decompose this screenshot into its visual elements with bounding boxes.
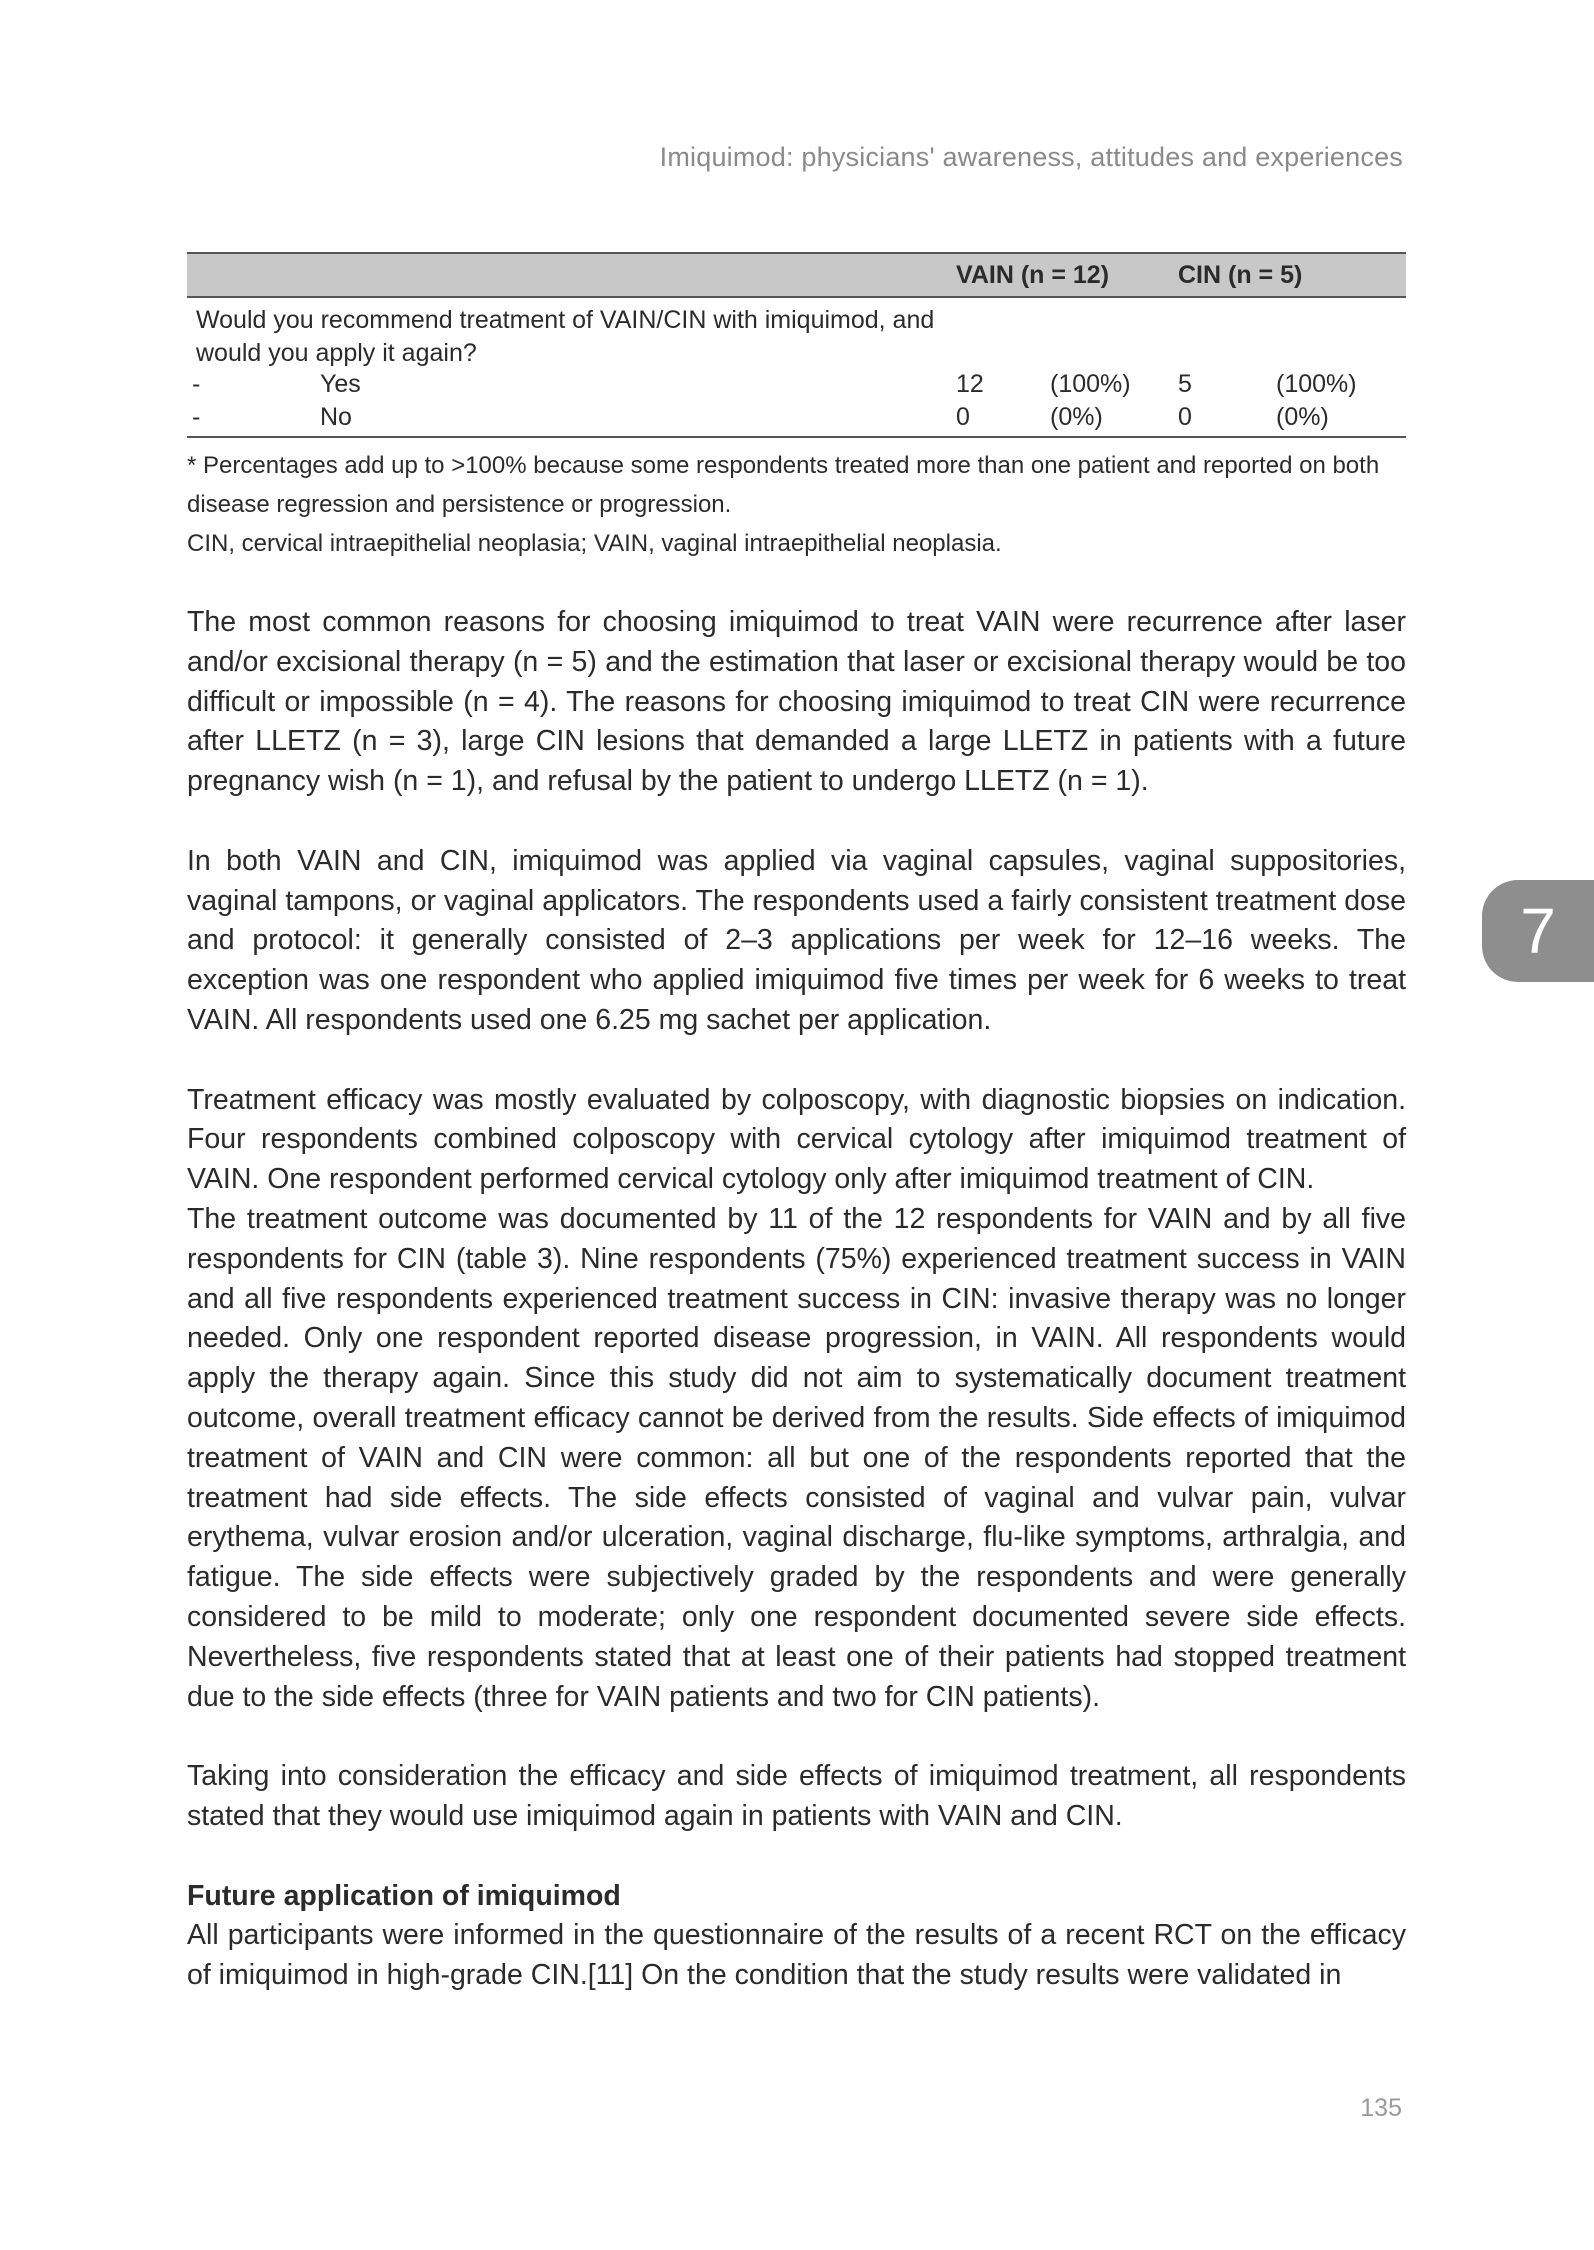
table-header-cell: [187, 253, 320, 297]
vain-count: 12: [956, 370, 984, 398]
paragraph: All participants were informed in the questionnaire of the results of a recent RCT on the efficacy of imiquimod in high-grade CIN.[11] On the condition that the study results were validated in: [187, 1919, 1406, 1992]
row-dash: -: [187, 403, 320, 437]
table-row: [187, 403, 1406, 437]
cin-percent: (100%): [1276, 370, 1357, 398]
table-header-vain: VAIN (n = 12): [956, 253, 1178, 297]
vain-count: 0: [956, 403, 1050, 437]
row-label: No: [320, 403, 956, 437]
page-number: 135: [1360, 2094, 1402, 2122]
cin-count: 0: [1178, 403, 1276, 437]
paragraph: The treatment outcome was documented by 11 of the 12 respondents for VAIN and by all five respondents for CIN (table 3). Nine respondents (75%) experienced treatment success in VAIN and all five respondents experienced treatment success in CIN: invasive therapy was no longer needed. Only one respondent reported disease progression, in VAIN. All respondents would apply the therapy again. Since this study did not aim to systematically document treatment outcome, overall treatment efficacy cannot be derived from the results. Side effects of imiquimod treatment of VAIN and CIN were common: all but one of the respondents reported that the treatment had side effects. The side effects consisted of vaginal and vulvar pain, vulvar erythema, vulvar erosion and/or ulceration, vaginal discharge, flu-like symptoms, arthralgia, and fatigue. The side effects were subjectively graded by the respondents and were generally considered to be mild to moderate; only one respondent documented severe side effects. Nevertheless, five respondents stated that at least one of their patients had stopped treatment due to the side effects (three for VAIN patients and two for CIN patients).: [187, 1202, 1406, 1713]
cin-count: 5: [1178, 370, 1192, 398]
body-text: [187, 603, 1406, 1996]
table-header-cin: CIN (n = 5): [1178, 253, 1406, 297]
vain-percent: (100%): [1050, 370, 1131, 398]
row-dash: -: [192, 370, 201, 398]
results-table: [187, 252, 1406, 438]
table-row: [187, 297, 1406, 370]
table-question: Would you recommend treatment of VAIN/CIN with imiquimod, and would you apply it again?: [196, 306, 935, 367]
chapter-tab: [1482, 880, 1594, 982]
section-heading: Future application of imiquimod: [187, 1879, 621, 1912]
footnote-abbreviations: CIN, cervical intraepithelial neoplasia; VAIN, vaginal intraepithelial neoplasia.: [187, 530, 1002, 557]
table-header-row: [187, 253, 1406, 297]
paragraph: Taking into consideration the efficacy and side effects of imiquimod treatment, all respondents stated that they would use imiquimod again in patients with VAIN and CIN.: [187, 1760, 1406, 1832]
paragraph: In both VAIN and CIN, imiquimod was applied via vaginal capsules, vaginal suppositories, vaginal tampons, or vaginal applicators. The respondents used a fairly consistent treatment dose and protocol: it generally consisted of 2–3 applications per week for 12–16 weeks. The exception was one respondent who applied imiquimod five times per week for 6 weeks to treat VAIN. All respondents used one 6.25 mg sachet per application.: [187, 844, 1406, 1036]
footnote-percentages: * Percentages add up to >100% because some respondents treated more than one patient and reported on both disease regression and persistence or progression.: [187, 452, 1380, 518]
row-label: Yes: [320, 370, 361, 398]
table-footnotes: [187, 446, 1406, 563]
cin-percent: (0%): [1276, 403, 1406, 437]
table-row: [187, 370, 1406, 403]
chapter-number: 7: [1520, 895, 1556, 967]
vain-percent: (0%): [1050, 403, 1178, 437]
paragraph: The most common reasons for choosing imiquimod to treat VAIN were recurrence after laser and/or excisional therapy (n = 5) and the estimation that laser or excisional therapy would be too difficult or impossible (n = 4). The reasons for choosing imiquimod to treat CIN were recurrence after LLETZ (n = 3), large CIN lesions that demanded a large LLETZ in patients with a future pregnancy wish (n = 1), and refusal by the patient to undergo LLETZ (n = 1).: [187, 606, 1406, 798]
paragraph: Treatment efficacy was mostly evaluated by colposcopy, with diagnostic biopsies on indication. Four respondents combined colposcopy with cervical cytology after imiquimod treatment of VAIN. One respondent performed cervical cytology only after imiquimod treatment of CIN.: [187, 1083, 1406, 1196]
running-head: Imiquimod: physicians' awareness, attitudes and experiences: [659, 142, 1403, 172]
table-header-cell: [320, 253, 956, 297]
